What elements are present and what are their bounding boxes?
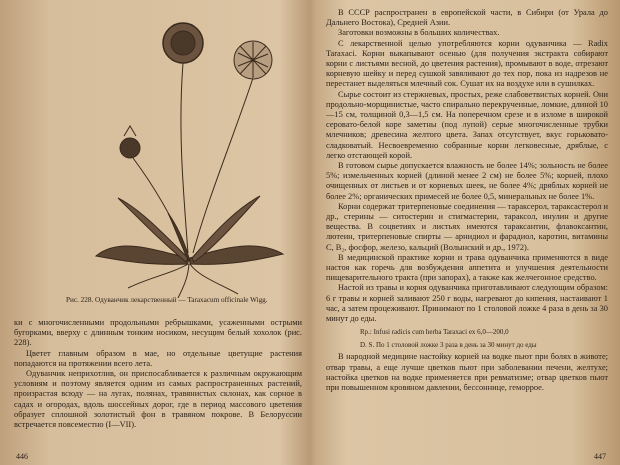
paragraph: В СССР распространен в европейской части, в Сибири (от Урала до Дальнего Востока), Средней Азии.: [326, 8, 608, 28]
page-number-right: 447: [594, 452, 606, 461]
paragraph: Сырье состоит из стержневых, простых, реже слабоветвистых корней. Они продольно-морщинистые, часто спирально перекрученные, ломкие, длиной 10—15 см, толщиной 0,3—1,5 см. На поперечном срезе и в изломе в широкой серовато-белой коре заметны (под лупой) серые многочисленные трубки млечников; древесина желтого цвета. Запах отсутствует, вкус горьковато-сладковатый. Несвоевременно собранные корни легковесные, дряблые, с легко отстающей корой.: [326, 89, 608, 160]
paragraph: Заготовки возможны в больших количествах.: [338, 28, 500, 38]
paragraph: В народной медицине настойку корней на водке пьют при болях в животе; отвар травы, а еще лучше цветков пьют при заболевании печени, желтухе; настойка цветков на водке применяется при ревматизме; отвар цветков пьют при повышенном кровяном давлении, бессоннице, геморрое.: [326, 352, 608, 392]
page-number-left: 446: [16, 452, 28, 461]
paragraph: В медицинской практике корни и трава одуванчика применяются в виде настоя как горечь для возбуждения аппетита и улучшения деятельности пищеварительного тракта (при запорах), а также как желчегонное средство.: [326, 252, 608, 283]
recipe-line: D. S. По 1 столовой ложке 3 раза в день за 30 минут до еды: [360, 341, 537, 350]
figure-caption: Рис. 228. Одуванчик лекарственный — Taraxacum officinale Wigg.: [66, 296, 268, 304]
dandelion-illustration-icon: [88, 8, 288, 298]
right-text: [326, 8, 608, 393]
paragraph: Корни содержат тритерпеновые соединения — тараксерол, тараксастерол и др., стерины — ситостерин и стигмастерин, тараксол, инулин и другие вещества. В соцветиях и листьях имеются тараксантин, флавоксантин, лютеин, тритерпеновые спирты — арнидиол и фарадиол, каротин, витамины С, В₂, фосфор, железо, кальций (Волынский и др., 1972).: [326, 201, 608, 252]
right-page: [312, 0, 620, 465]
paragraph: С лекарственной целью употребляются корни одуванчика — Radix Taraxaci. Корни выкапывают осенью (для получения экстракта собирают корни с листьями весной, до цветения растения), промывают в воде, отрезают корневую шейку и перед сушкой завяливают до тех пор, пока из надрезов не перестанет выделяться млечный сок. Сушат их на воздухе или в сушилках.: [326, 38, 608, 89]
left-text: [14, 318, 302, 430]
paragraph: Одуванчик неприхотлив, он приспосабливается к различным окружающим условиям и поэтому является одним из самых распространенных растений, произрастая всюду — на лугах, полянах, травянистых склонах, как сорное в садах и огородах, вдоль шоссейных дорог, где в период массового цветения образует сплошной золотистый фон в травяном покрове. В Белоруссии встречается повсеместно (I—VII).: [14, 369, 302, 430]
paragraph: Цветет главным образом в мае, но отдельные цветущие растения попадаются на протяжении всего лета.: [14, 348, 302, 368]
paragraph: Настой из травы и корня одуванчика приготавливают следующим образом: 6 г травы и корней заливают 250 г воды, нагревают до кипения, настаивают 1 час, а затем процеживают. Принимают по 1 столовой ложке 4 раза в день за 30 минут до еды.: [326, 283, 608, 324]
recipe-line: Rp.: Infusi radicis cum herba Taraxaci ex 6,0—200,0: [360, 328, 509, 337]
paragraph: ки с многочисленными продольными ребрышками, усаженными острыми бугорками, вверху с длинным тонким носиком, несущим белый хохолок (рис. 228).: [14, 318, 302, 348]
paragraph: В готовом сырье допускается влажность не более 14%; зольность не более 5%; измельченных корней (длиной менее 2 см) не более 5%; корней, плохо очищенных от листьев и от корневых шеек, не более 4%; дряблых корней не более 2%; органических примесей не более 0,5, минеральных не более 1%.: [326, 161, 608, 201]
